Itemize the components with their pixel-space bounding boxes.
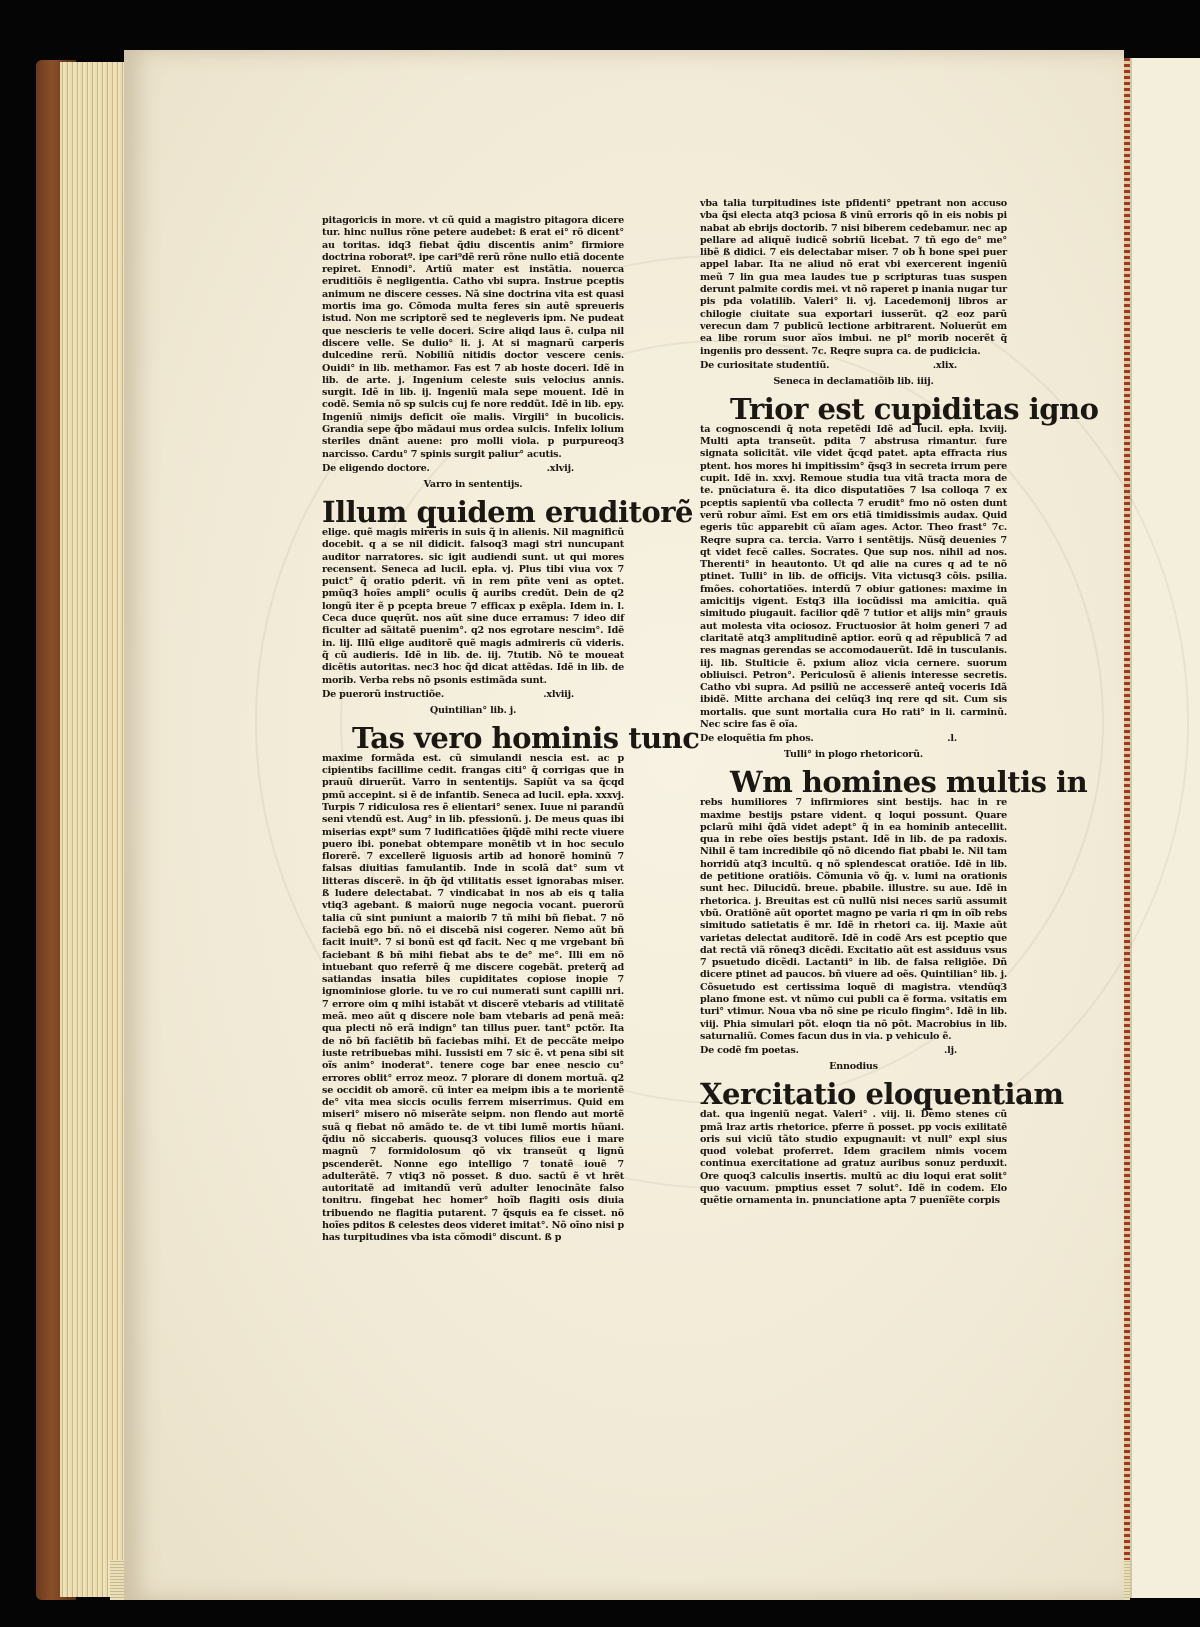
incipit-heading: Tas vero hominis tunc (352, 720, 700, 755)
incipit-heading: Illum quidem eruditorẽ (322, 494, 693, 529)
paragraph: vba talia turpitudines iste pfidenti° ppetrant non accuso vba q̃si electa atq3 pciosa ß vinũ erroris qõ in eis nobis pi nabat ab ebrijs doctorib. 7 nisi biberem cedebamur. nec ap pellare ad aliquẽ iudicẽ sobriũ licebat. 7 tñ ego de° me° libẽ ß didici. 7 eis delectabar miser. 7 ob h̃ bone spei puer appel labar. Ita ne aliud nõ erat vbi exercerent ingeniũ meũ 7 lin gua mea laudes tue p scripturas tuas suspen derunt palmite cordis mei. vt nõ raperet p inania nugar tur pis pda volatilib. Valeri° li. vj. Lacedemonij libros ar chilogie ciuitate sua exportari iusserũt. q2 eoz parũ verecun dam 7 publicũ lectione arbitrarent. Noluerũt em ea libe rorum suor aĩos imbui. ne pl° morib nocerẽt q̃ ingeniis pro dessent. 7c. Reqre supra ca. de pudicicia. (700, 198, 1007, 357)
paragraph: ta cognoscendi q̃ nota repetẽdi Idẽ ad lucil. epła. lxviij. Multi apta transeũt. pdita 7 abstrusa rimantur. fure signata solicitãt. vile videt q̃cqd patet. apta effracta rius ptent. hos mores hi impitissim° q̃sq3 in secreta irrum pere cupit. Idẽ in. xxvj. Remoue studia tua vitã tracta mora de te. pnũciatura ẽ. ita dico disputatiões 7 lsa colloqa 7 ex pceptis sapientũ vba collecta 7 erudit° fmo nõ osten dunt verũ robur aĩmi. Est em ors etiã timidissimis audax. Quid egeris tũc apparebit cũ aĩam ages. Actor. Theo frast° 7c. Reqre supra ca. tercia. Varro i sentẽtijs. Nũsq̃ deuenies 7 qt videt fecẽ calles. Socrates. Que sup nos. nihil ad nos. Therenti° in heautonto. Ut qd alie na cures q ad te nõ ptinet. Tulli° in lib. de officijs. Vita victusq3 cõis. psilia. fmões. cohortatiões. interdũ 7 obiur gationes: maxime in amicitijs vigent. Estq3 illa iocũdissi ma amicitia. quã simitudo piugauit. facilior qdẽ 7 tutior et alijs min° grauis aut molesta vita ociosoz. Fructuosior ãt hoim generi 7 ad claritatẽ atq3 amplitudinẽ aptior. eorũ q ad rẽpublicã 7 ad res magnas gerendas se accomodauerũt. Idẽ in tusculanis. iij. lib. Stulticie ẽ. pxium alioz vicia cernere. suorum obliuisci. Petron°. Periculosũ ẽ alienis interesse secretis. Catho vbi supra. Ad psiliũ ne accesserẽ anteq̃ voceris Idã ibidẽ. Mitte archana dei celũq3 inq rere qd sit. Cum sis mortalis. que sunt mortalia cura Ho rati° in li. carminũ. Nec scire fas ẽ oĩa. (700, 423, 1007, 730)
incipit-heading: Xercitatio eloquentiam (700, 1077, 1064, 1112)
source-attribution: Tulli° in plogo rhetoricorũ. (783, 749, 924, 761)
section-heading (322, 689, 624, 703)
section-heading (322, 463, 624, 477)
section-number: .xlviij. (543, 688, 574, 700)
section-heading (700, 1045, 1007, 1059)
incipit-heading: Trior est cupiditas igno (730, 391, 1099, 426)
left-text-column (322, 215, 700, 1245)
source-attribution: Quintilian° lib. j. (429, 704, 517, 716)
section-number: .lj. (944, 1045, 957, 1057)
right-text-column (700, 198, 1099, 1208)
source-attribution: Seneca in declamatiõib lib. iiij. (773, 375, 934, 387)
section-heading-label: De eligendo doctore. (322, 462, 430, 474)
incipit-heading: Wm homines multis in (730, 765, 1088, 800)
section-heading-label: De codẽ fm poetas. (700, 1045, 799, 1057)
section-number: .l. (947, 733, 957, 745)
section-heading-label: De eloquẽtia fm phos. (700, 733, 814, 745)
paragraph: pitagoricis in more. vt cũ quid a magistro pitagora dicere tur. hinc nullus rõne petere audebet: ß erat ei° rõ dicent° au toritas. idq3 fiebat q̃diu discentis anim° firmiore doctrina roboratº. ipe cari⁹dẽ rerũ rõne nullo etiã docente repiret. Ennodi°. Artiũ mater est instãtia. nouerca eruditiõis ẽ negligentia. Catho vbi supra. Instrue pceptis animum ne discere cesses. Nã sine doctrina vita est quasi mortis ima go. Cõmoda multa feres sin autẽ spreueris istud. Non me scriptorẽ sed te negleveris ipm. Ne pudeat que nescieris te velle doceri. Scire aliqd laus ẽ. culpa nil discere velle. Se dulio° li. j. At si magnarũ carperis dulcedine rerũ. Nobiliũ nitidis doctor vescere cenis. Ouidi° in lib. methamor. Fas est 7 ab hoste doceri. Idẽ in lib. de arte. j. Ingenium celeste suis velocius annis. surgit. Idẽ in lib. ij. Ingeniũ mala sepe mouent. Idẽ in codẽ. Semia nõ sp sulcis cuj fe nore reddũt. Idẽ in lib. epy. Ingeniũ nimijs deficit oĩe malis. Virgili° in bucolicis. Grandia sepe q̃bo mãdaui mus ordea sulcis. Infelix lolium steriles dnãnt auene: pro molli viola. p purpureoq3 narcisso. Cardu° 7 spinis surgit paliur° acutis. (322, 215, 624, 460)
paragraph: rebs humiliores 7 infirmiores sint bestijs. hac in re maxime bestijs pstare vident. q loqui possunt. Quare pclarũ mihi q̃dã videt adept° q̃ in ea hominib antecellit. qua in rebe oĩes bestijs pstant. Idẽ in lib. de pa radoxis. Nihil ẽ tam incredibile qõ nõ dicendo fiat pbabi le. Nil tam horridũ atq3 incultũ. q nõ splendescat oratiõe. Idẽ in lib. de petitione oratiõis. Cõmunia võ q̃ȷ. v. lumi na orationis sunt hec. Dilucidũ. breue. pbabile. illustre. su aue. Idẽ in rhetorica. j. Breuitas est cũ nullũ nisi neces sariũ assumit vbũ. Oratiõnẽ aũt oportet magno pe varia ri qm in oĩb rebs simitudo satietatis ẽ mr. Idẽ in rhetori ca. iij. Maxie aũt varietas delectat auditorẽ. Idẽ in codẽ Ars est pceptio que dat rectã viã rõneq3 dicẽdi. Excitatio aũt est assiduus vsus 7 psuetudo dicẽdi. Lactanti° in lib. de falsa religiõe. Dñ dicere ptinet ad paucos. bñ viuere ad oẽs. Quintilian° lib. j. Cõsuetudo est certissima loquẽ di magistra. vtendũq3 plano fmone est. vt nũmo cui publi ca ẽ forma. vsitatis em turi° vtimur. Noua vba nõ sine pe riculo fingim°. Idẽ in lib. viij. Phia simulari põt. eloqn tia nõ põt. Macrobius in lib. saturnaliũ. Comes facun dus in via. p vehiculo ẽ. (700, 797, 1007, 1042)
section-number: .xlvij. (546, 462, 574, 474)
section-heading-label: De puerorũ instructiõe. (322, 688, 445, 700)
section-heading (700, 733, 1007, 747)
section-heading-label: De curiositate studentiũ. (700, 359, 830, 371)
paragraph: dat. qua ingeniũ negat. Valeri° . viij. li. Demo stenes cũ pmã lraz artis rhetorice. pferre ñ posset. pp vocis exilitatẽ oris sui viciũ tãto studio expugnauit: vt null° expl sius quod volebat proferret. Idem gracilem nimis vocem continua exercitatione ad gratuz auribus sonuz perduxit. Ore quoq3 calculis insertis. multũ ac diu loqui erat solit° quo vacuum. pmptius esset 7 solut°. Idẽ in codem. Elo quẽtie ornamenta in. pnunciatione apta 7 puenĩẽte corpis (700, 1109, 1007, 1207)
page-edges-left (60, 62, 130, 1597)
section-heading (700, 360, 1007, 374)
source-attribution: Ennodius (829, 1061, 878, 1073)
paragraph: maxime formãda est. cũ simulandi nescia est. ac p cipientibs facillime cedit. frangas citi° q̃ corrigas que in prauũ diruerũt. Varro in sententijs. Sapiũt va sa q̃cqd pmũ accepint. si ẽ de infantib. Seneca ad lucil. epła. xxxvj. Turpis 7 ridiculosa res ẽ elientari° senex. Iuue ni parandũ seni vtendũ est. Aug° in lib. pfessionũ. j. De meus quas ibi miserias expt⁹ sum 7 ludificatiões q̃iq̃dẽ mihi recte viuere puero ibi. ponebat obtempare monẽtib vt in hoc seculo florerẽ. 7 excellerẽ liguosis artib ad honorẽ hominũ 7 falsas diuitias famulantib. Inde in scolã dat° sum vt litteras discerẽ. in q̃b q̃d vtilitatis esset ignorabas miser. ß ludere delectabat. 7 vindicabat in nos ab eis q talia vtiq3 agebant. ß maiorũ nuge negocia vocant. puerorũ talia cũ sint puniunt a maiorib 7 tñ mihi bñ fiebat. 7 nõ faciebã ego bñ. nõ ei discebã nisi cogerer. Nemo aũt bñ facit inuit⁹. 7 si bonũ est qđ facit. Nec q me vrgebant bñ faciebant ß bñ mihi fiebat abs te de° me°. Illi em nõ intuebant quo referrẽ q̃ me discere cogebãt. preterq̃ ad satiandas insatia biles cupiditates copiose inopie 7 ignominiose glorie. tu ve ro cui numerati sunt capilli nri. 7 errore oim q mihi istabãt vt discerẽ vtebaris ad vtilitatẽ meã. meo aũt q discere nole bam vtebaris ad penã meã: qua plecti nõ erã indign° tan tillus puer. tant° pctõr. Ita de nõ bñ faciẽtib bñ faciebas mihi. Et de peccãte meipo iuste retribuebas mihi. Iussisti em 7 sic ẽ. vt pena sibi sit oĩs anim° inoderat°. tenere coge bar enee nescio cu° errores oblit° erroz meoz. 7 plorare di donem mortuã. q2 se occidit ob amorẽ. cũ inter ea meipm ibis a te morientẽ de° vita mea siccis oculis ferrem miserrimus. Quid em miseri° misero nõ miserãte seipm. non flendo aut mortẽ suã q fiebat nõ amãdo te. de vt tibi lumẽ mortis hũani. q̃diu nõ siccaberis. quousq3 voluces filios eue i mare magnũ 7 formidolosum qõ vix transeũt q lignũ pscenderẽt. Nonne ego intelligo 7 tonatẽ iouẽ 7 adulterãtẽ. 7 vtiq3 nõ posset. ß duo. sactũ ẽ vt hrẽt autoritatẽ ad imitandũ verũ adulter lenocinãte falso tonitru. fingebat hec homer° hoĩb flagiti osis diuia tribuendo ne flagitia putarent. 7 q̃squis ea fe cisset. nõ hoĩes pditos ß celestes deos videret imitat°. Nõ oĩno nisi p has turpitudines vba ista cõmodi° discunt. ß p (322, 752, 624, 1244)
section-number: .xlix. (932, 359, 957, 371)
paragraph: elige. quẽ magis mireris in suis q̃ in alienis. Nil magnificũ docebit. q a se nil didicit. falsoq3 magi stri nuncupant auditor narratores. sic igit audiendi sunt. ut qui mores recensent. Seneca ad lucil. epła. vj. Plus tibi viua vox 7 puict° q̃ oratio pderit. vñ in rem pñte veni as optet. pmũq3 hoĩes ampli° oculis q̃ auribs credũt. Dein de q2 longũ iter ẽ p pcepta breue 7 efficax p exẽpla. Idem in. l. Ceca duce quęrũt. nos aũt sine duce erramus: 7 ideo dif ficulter ad sãitatẽ puenim°. q2 nos egrotare nescim°. Idẽ in. lij. Illũ elige auditorẽ quẽ magis admireris cũ videris. q̃ cũ audieris. Idẽ in lib. de. iij. 7tutib. Nõ te moueat dicẽtis autoritas. nec3 hoc q̃d dicat attẽdas. Idẽ in lib. de morib. Verba rebs nõ psonis estimãda sunt. (322, 526, 624, 686)
source-attribution: Varro in sententijs. (423, 478, 523, 490)
